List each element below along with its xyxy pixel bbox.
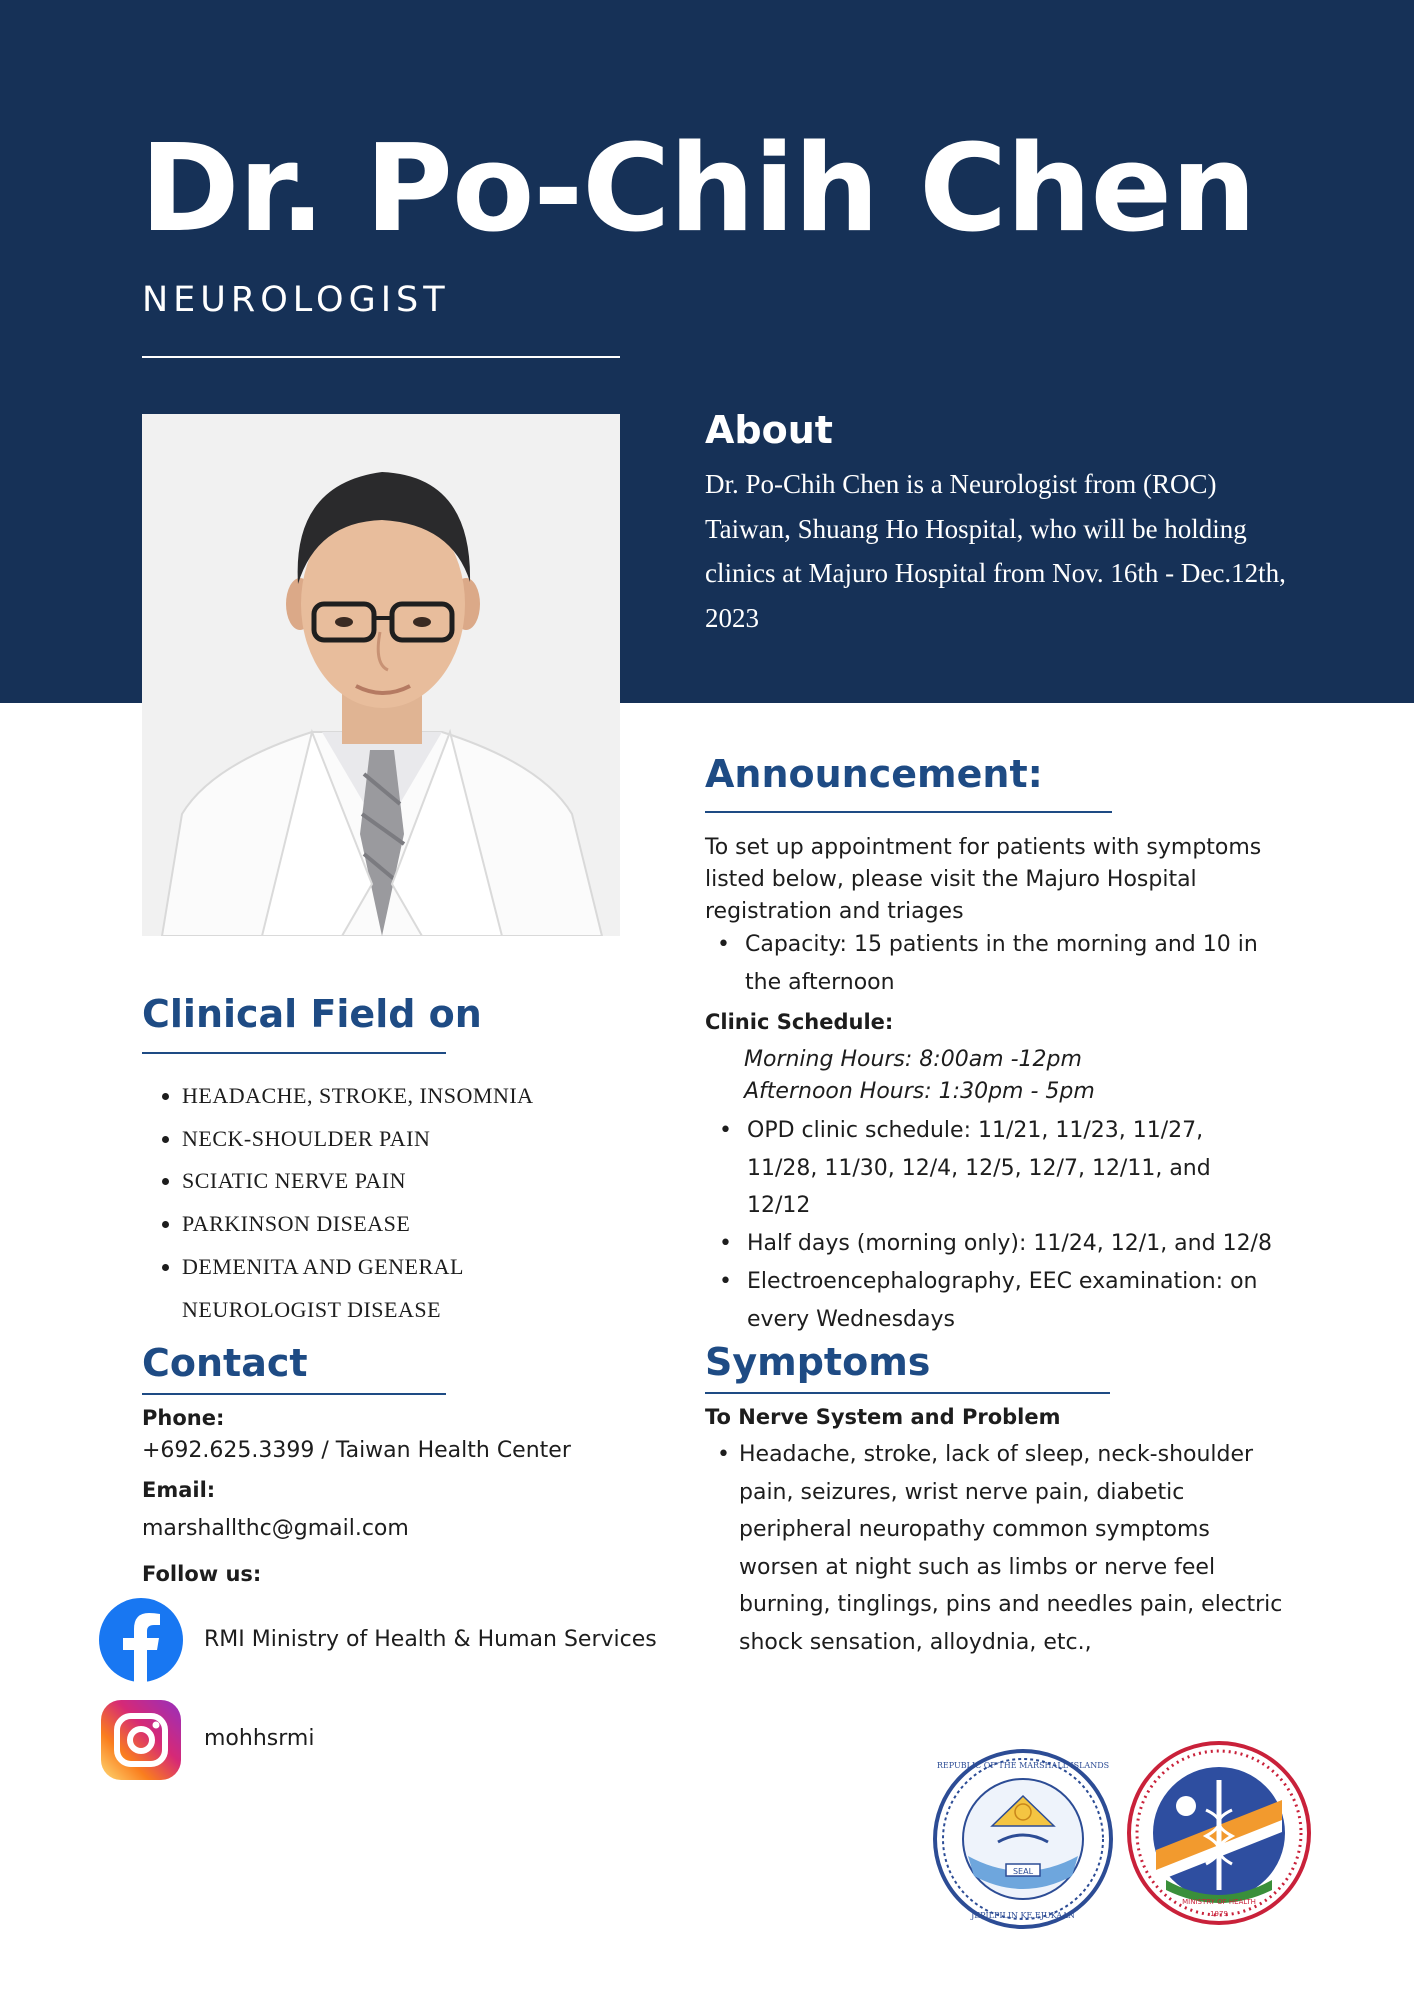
clinical-heading: Clinical Field on [142,992,482,1036]
specialty-subtitle: NEUROLOGIST [142,280,450,320]
facebook-account-name[interactable]: RMI Ministry of Health & Human Services [204,1627,657,1652]
symptoms-subheading: To Nerve System and Problem [705,1405,1061,1429]
contact-heading: Contact [142,1341,308,1385]
capacity-text: Capacity: 15 patients in the morning and 10 in the afternoon [745,932,1258,995]
symptoms-divider [705,1392,1110,1394]
half-days-text: Half days (morning only): 11/24, 12/1, and 12/8 [747,1231,1272,1256]
symptoms-bullet [705,1436,1285,1661]
clinical-item: • NECK-SHOULDER PAIN [182,1118,622,1161]
bullet-dot: • [717,932,730,957]
doctor-name-title: Dr. Po-Chih Chen [140,120,1256,259]
clinical-item: • PARKINSON DISEASE [182,1203,622,1246]
clinical-field-list [182,1075,622,1331]
phone-value: +692.625.3399 / Taiwan Health Center [142,1438,571,1463]
facebook-icon[interactable] [99,1598,183,1682]
clinical-item: • SCIATIC NERVE PAIN [182,1160,622,1203]
clinical-divider [142,1052,446,1054]
bullet-dot: • [719,1118,732,1143]
announcement-heading: Announcement: [705,752,1043,796]
bullet-dot: • [719,1231,732,1256]
doctor-portrait-photo [142,414,620,936]
opd-schedule-text: OPD clinic schedule: 11/21, 11/23, 11/27, 11/28, 11/30, 12/4, 12/5, 12/7, 12/11, and 12/12 [747,1118,1211,1218]
about-text: Dr. Po-Chih Chen is a Neurologist from (ROC) Taiwan, Shuang Ho Hospital, who will be holding clinics at Majuro Hospital from Nov. 16th - Dec.12th, 2023 [705,469,1286,633]
about-heading: About [705,408,833,452]
contact-divider [142,1393,446,1395]
phone-label: Phone: [142,1406,225,1430]
opd-bullet [707,1112,1267,1225]
instagram-icon[interactable] [101,1700,181,1780]
bullet-dot: • [717,1442,730,1467]
rmi-government-seal [932,1746,1114,1932]
clinical-item: • HEADACHE, STROKE, INSOMNIA [182,1075,622,1118]
eeg-bullet [707,1263,1267,1338]
morning-hours: Morning Hours: 8:00am -12pm [744,1047,1082,1072]
ministry-seal-label: MINISTRY OF HEALTH [1182,1898,1256,1906]
clinic-hours [744,1044,1095,1108]
capacity-bullet [705,926,1265,1001]
clinic-schedule-label: Clinic Schedule: [705,1010,894,1034]
seal-top-text: REPUBLIC OF THE MARSHALL ISLANDS [936,1761,1110,1770]
instagram-account-name[interactable]: mohhsrmi [204,1726,315,1751]
ministry-of-health-seal [1126,1740,1312,1926]
ministry-seal-year: 1979 [1210,1910,1228,1918]
eeg-text: Electroencephalography, EEC examination: on every Wednesdays [747,1269,1258,1332]
announcement-intro: To set up appointment for patients with symptoms listed below, please visit the Majuro Hospital registration and triages [705,835,1262,924]
email-value: marshallthc@gmail.com [142,1516,409,1541]
symptoms-heading: Symptoms [705,1340,931,1384]
clinical-item: • DEMENITA AND GENERAL NEUROLOGIST DISEASE [182,1246,622,1331]
symptoms-text: Headache, stroke, lack of sleep, neck-shoulder pain, seizures, wrist nerve pain, diabetic peripheral neuropathy common symptoms worsen at night such as limbs or nerve feel burning, tinglings, pins and needles pain, electric shock sensation, alloydnia, etc., [739,1442,1283,1655]
seal-label: SEAL [1012,1867,1034,1876]
half-days-bullet [707,1225,1307,1263]
email-label: Email: [142,1478,216,1502]
seal-bottom-text: JEPILPILIN KE EJUKAAN [971,1911,1075,1920]
bullet-dot: • [719,1269,732,1294]
follow-label: Follow us: [142,1562,262,1586]
afternoon-hours: Afternoon Hours: 1:30pm - 5pm [744,1079,1095,1104]
announcement-divider [705,811,1112,813]
title-divider [142,356,620,358]
